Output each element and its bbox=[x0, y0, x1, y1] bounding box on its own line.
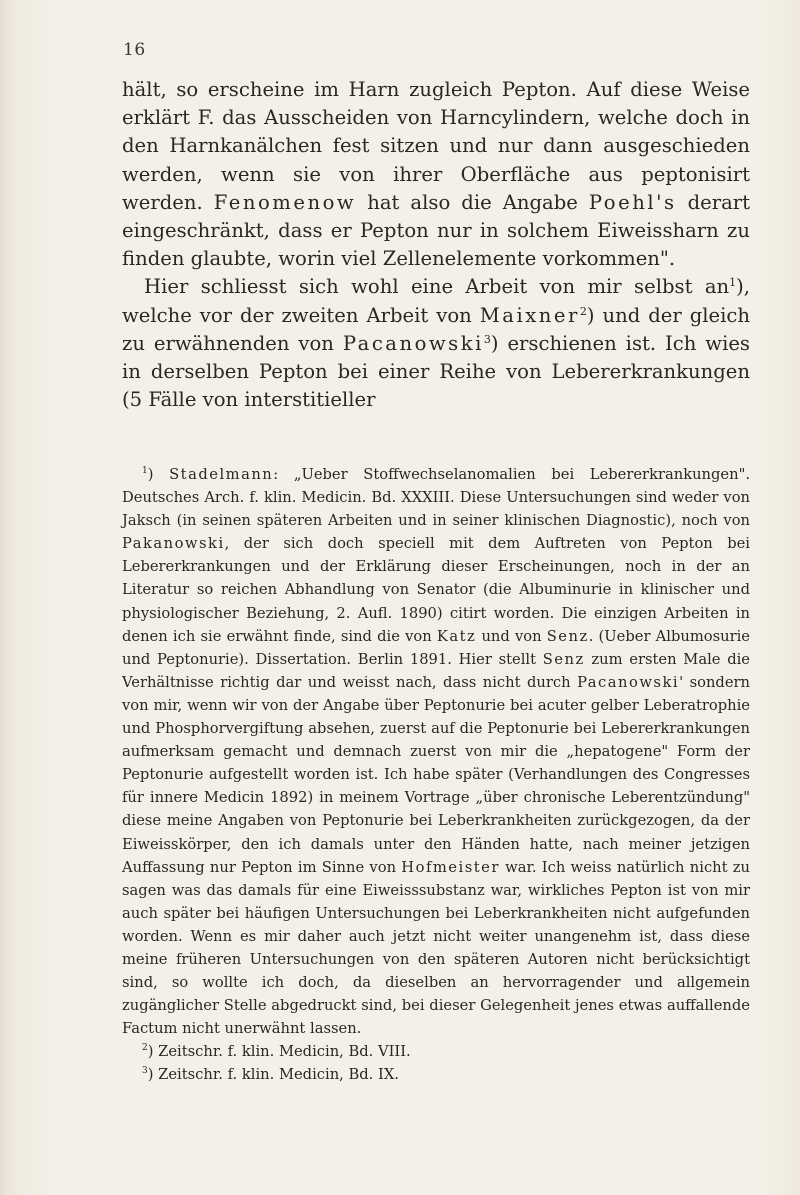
footnote-1-text-f: ' sondern von mir, wenn wir von der Angabe über Peptonurie bei acuter gelber Leberatrophie und Phosphorvergiftung absehen, zuerst auf die Peptonurie bei Lebererkrankungen aufmerksam gemacht und demnach zuerst von mir die „hepatogene" Form der Peptonurie aufgestellt worden ist. Ich habe später (Verhandlungen des Congresses für innere Medicin 1892) in meinem Vortrage „über chronische Leberentzündung" diese meine Angaben von Peptonurie bei Leberkrankheiten zurückgezogen, da der Eiweisskörper, den ich damals unter den Händen hatte, nach meiner jetzigen Auffassung nur Pepton im Sinne von bbox=[122, 673, 751, 876]
author-maixner: Maixner bbox=[479, 303, 580, 327]
page-number: 16 bbox=[123, 40, 146, 60]
footnote-1-name-pakanowski: Pakanowski bbox=[122, 535, 225, 553]
paragraph-1-text-b: hat also die Angabe bbox=[356, 190, 589, 214]
main-text bbox=[122, 76, 750, 414]
author-poehl: Poehl's bbox=[588, 190, 677, 214]
footnote-1-text-d: . (Ueber Albumosurie und Peptonurie). Dissertation. Berlin 1891. Hier stellt bbox=[122, 627, 751, 668]
paragraph-1-text-c: derart eingeschränkt, dass er Pepton nur in solchem Eiweissharn zu finden glaubte, worin viel Zellenelemente vorkommen". bbox=[122, 190, 751, 271]
footnote-2 bbox=[122, 1040, 750, 1063]
footnote-1-name-pacanowski: Pacanowski bbox=[577, 673, 680, 691]
footnote-1-text-c: und von bbox=[476, 627, 547, 645]
paragraph-2 bbox=[122, 273, 750, 414]
footnote-1-text-a: : „Ueber Stoffwechselanomalien bei Lebererkrankungen". Deutsches Arch. f. klin. Medicin. Bd. XXXIII. Diese Untersuchungen sind weder von Jaksch (in seinen späteren Arbeiten und in seiner klinischen Diagnostic), noch von bbox=[122, 466, 750, 530]
footnote-1-text-b: , der sich doch speciell mit dem Auftreten von Pepton bei Lebererkrankungen und der Erklärung dieser Erscheinungen, noch in der an Literatur so reichen Abhandlung von Senator (die Albuminurie in klinischer und physiologischer Beziehung, 2. Aufl. 1890) citirt worden. Die einzigen Arbeiten in denen ich sie erwähnt finde, sind die von bbox=[122, 535, 750, 645]
footnote-1-text-g: war. Ich weiss natürlich nicht zu sagen was das damals für eine Eiweisssubstanz war, wirkliches Pepton ist von mir auch später bei häufigen Untersuchungen bei Leberkrankheiten nicht aufgefunden worden. Wenn es mir daher auch jetzt nicht weiter unangenehm ist, dass diese meine früheren Untersuchungen von den späteren Autoren nicht berücksichtigt sind, so wollte ich doch, da dieselben an hervorragender und allgemein zugänglicher Stelle abgedruckt sind, bei dieser Gelegenheit jenes etwas auffallende Factum nicht unerwähnt lassen. bbox=[122, 858, 750, 1038]
paragraph-2-text-c: ) und der gleich zu erwähnenden von bbox=[122, 303, 750, 355]
footnote-1-text-e: zum ersten Male die Verhältnisse richtig dar und weisst nach, dass nicht durch bbox=[122, 650, 750, 691]
author-fenomenow: Fenomenow bbox=[213, 190, 357, 214]
footnote-1: $^1$) Stadelmann: „Ueber Stoffwechselanomalien bei Lebererkrankungen". Deutsches Arch. f. klin. Medicin. Bd. XXXIII. Diese Untersuchungen sind weder von Jaksch (in seinen späteren Arbeiten und in seiner klinischen Diagnostic), noch von Pakanowski, der sich doch speciell mit dem Auftreten von Pepton bei Lebererkrankungen und der Erklärung dieser Erscheinungen, noch in der an Literatur so reichen Abhandlung von Senator (die Albuminurie in klinischer und physiologischer Beziehung, 2. Aufl. 1890) citirt worden. Die einzigen Arbeiten in denen ich sie erwähnt finde, sind die von Katz und von Senz. (Ueber Albumosurie und Peptonurie). Dissertation. Berlin 1891. Hier stellt Senz zum ersten Male die Verhältnisse richtig dar und weisst nach, dass nicht durch Pacanowski' sondern von mir, wenn wir von der Angabe über Peptonurie bei acuter gelber Leberatrophie und Phosphorvergiftung absehen, zuerst auf die Peptonurie bei Lebererkrankungen aufmerksam gemacht und demnach zuerst von mir die „hepatogene" Form der Peptonurie aufgestellt worden ist. Ich habe später (Verhandlungen des Congresses für innere Medicin 1892) in meinem Vortrage „über chronische Leberentzündung" diese meine Angaben von Peptonurie bei Leberkrankheiten zurückgezogen, da der Eiweisskörper, den ich damals unter den Händen hatte, nach meiner jetzigen Auffassung nur Pepton im Sinne von Hofmeister war. Ich weiss natürlich nicht zu sagen was das damals für eine Eiweisssubstanz war, wirkliches Pepton ist von mir auch später bei häufigen Untersuchungen bei Leberkrankheiten nicht aufgefunden worden. Wenn es mir daher auch jetzt nicht weiter unangenehm ist, dass diese meine früheren Untersuchungen von den späteren Autoren nicht berücksichtigt sind, so wollte ich doch, da dieselben an hervorragender und allgemein zugänglicher Stelle abgedruckt sind, bei dieser Gelegenheit jenes etwas auffallende Factum nicht unerwähnt lassen. bbox=[122, 466, 751, 1038]
footnote-1-number: 1 bbox=[142, 466, 148, 476]
paragraph-2-text-b: ), welche vor der zweiten Arbeit von bbox=[122, 275, 750, 327]
footnote-3 bbox=[122, 1063, 750, 1086]
footnote-2-text: ) Zeitschr. f. klin. Medicin, Bd. VIII. bbox=[147, 1043, 411, 1061]
footnote-1-name-katz: Katz bbox=[436, 627, 477, 645]
footnote-ref-3[interactable]: 3 bbox=[483, 332, 491, 346]
author-pacanowski: Pacanowski bbox=[342, 331, 484, 355]
footnote-1-name-senz: Senz bbox=[546, 627, 589, 645]
footnotes bbox=[122, 463, 750, 1087]
footnote-3-text: ) Zeitschr. f. klin. Medicin, Bd. IX. bbox=[147, 1066, 399, 1084]
footnote-2-number: 2 bbox=[142, 1043, 148, 1054]
footnote-1-name-senz-2: Senz bbox=[542, 650, 585, 668]
footnote-ref-2[interactable]: 2 bbox=[579, 304, 587, 318]
paragraph-2-text-a: Hier schliesst sich wohl eine Arbeit von mir selbst an bbox=[144, 275, 730, 299]
footnote-1-author: Stadelmann bbox=[169, 466, 274, 483]
footnote-3-number: 3 bbox=[142, 1066, 148, 1077]
footnote-ref-1[interactable]: 1 bbox=[729, 276, 737, 290]
paragraph-1 bbox=[122, 76, 750, 273]
paragraph-1-text-a: hält, so erscheine im Harn zugleich Pepton. Auf diese Weise erklärt F. das Ausscheiden von Harncylindern, welche doch in den Harnkanälchen fest sitzen und nur dann ausgeschieden werden, wenn sie von ihrer Oberfläche aus peptonisirt werden. bbox=[122, 78, 750, 214]
footnote-1-name-hofmeister: Hofmeister bbox=[401, 858, 500, 876]
paragraph-2-text-d: ) erschienen ist. Ich wies in derselben Pepton bei einer Reihe von Lebererkrankungen (5 Fälle von interstitieller bbox=[122, 331, 750, 412]
